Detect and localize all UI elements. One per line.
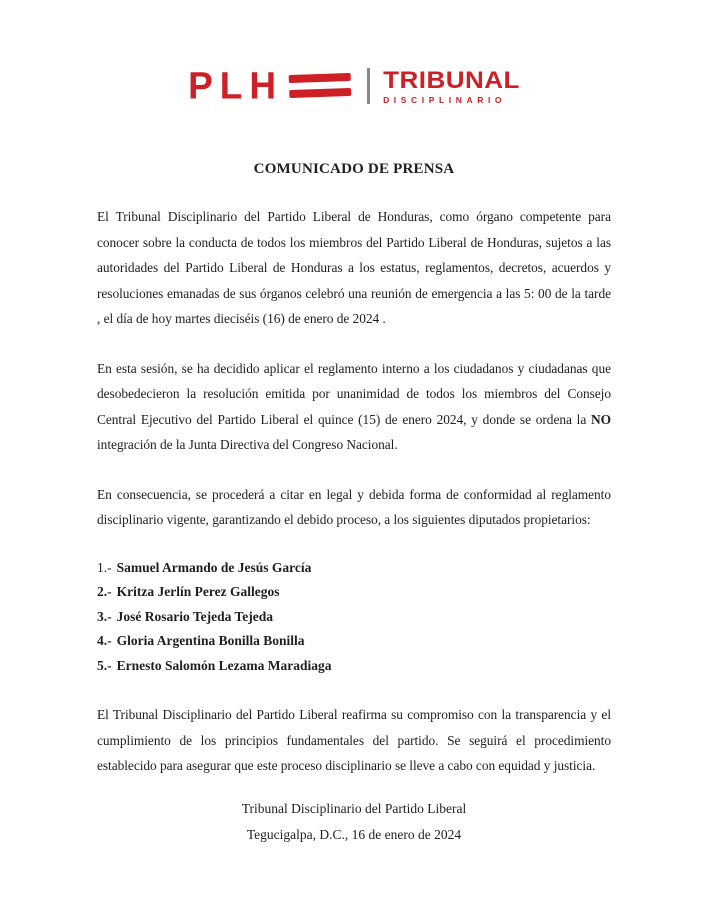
footer-organization: Tribunal Disciplinario del Partido Liberal [241, 800, 467, 816]
flag-top-stripe [289, 73, 351, 83]
list-item-name: Gloria Argentina Bonilla Bonilla [116, 633, 305, 649]
tribunal-logo-text: TRIBUNAL [383, 66, 520, 94]
list-item-number: 1.- [97, 559, 112, 575]
plh-tribunal-logo [0, 0, 708, 105]
list-item [97, 556, 611, 581]
plh-flag-icon [289, 73, 352, 98]
list-item-number: 5.- [97, 657, 112, 673]
flag-bottom-stripe [289, 88, 351, 98]
paragraph-decision-text-after: integración de la Junta Directiva del Congreso Nacional. [97, 437, 398, 452]
paragraph-closing: El Tribunal Disciplinario del Partido Liberal reafirma su compromiso con la transparencia y el cumplimiento de los principios fundamentales del partido. Se seguirá el procedimiento establecido para asegurar que este proceso disciplinario se lleve a cabo con equidad y justicia. [97, 707, 611, 774]
paragraph-decision-bold-no: NO [591, 411, 611, 427]
list-item [97, 629, 611, 654]
list-item [97, 580, 611, 605]
document-footer [97, 796, 611, 848]
list-item [97, 654, 611, 679]
disciplinario-logo-text: DISCIPLINARIO [383, 95, 507, 105]
list-item-name: Ernesto Salomón Lezama Maradiaga [116, 657, 332, 673]
plh-wordmark [188, 64, 351, 107]
deputies-list [97, 556, 611, 679]
logo-divider [367, 68, 370, 104]
footer-place-date: Tegucigalpa, D.C., 16 de enero de 2024 [246, 826, 462, 842]
paragraph-opening: El Tribunal Disciplinario del Partido Liberal de Honduras, como órgano competente para conocer sobre la conducta de todos los miembros del Partido Liberal de Honduras, sujetos a las autoridades del Partido Liberal de Honduras a los estatus, reglamentos, decretos, acuerdos y resoluciones emanadas de sus órganos celebró una reunión de emergencia a las 5: 00 de la tarde , el día de hoy martes dieciséis (16) de enero de 2024 . [97, 209, 611, 326]
list-item [97, 605, 611, 630]
document-body [97, 159, 611, 848]
paragraph-citation: En consecuencia, se procederá a citar en legal y debida forma de conformidad al reglamento disciplinario vigente, garantizando el debido proceso, a los siguientes diputados propietarios: [97, 486, 611, 527]
list-item-name: Samuel Armando de Jesús García [116, 559, 312, 575]
list-item-name: José Rosario Tejeda Tejeda [116, 608, 274, 624]
paragraph-decision [97, 356, 611, 458]
list-item-number: 4.- [97, 633, 112, 649]
plh-logo-text: PLH [188, 64, 284, 107]
list-item-name: Kritza Jerlín Perez Gallegos [116, 584, 280, 600]
list-item-number: 2.- [97, 584, 112, 600]
tribunal-wordmark [383, 66, 520, 105]
list-item-number: 3.- [97, 608, 112, 624]
document-title: COMUNICADO DE PRENSA [253, 161, 455, 177]
paragraph-decision-text-before: En esta sesión, se ha decidido aplicar el reglamento interno a los ciudadanos y ciudadanas que desobedecieron la resolución emitida por unanimidad de todos los miembros del Consejo Central Ejecutivo del Partido Liberal el quince (15) de enero 2024, y donde se ordena la [97, 360, 611, 427]
